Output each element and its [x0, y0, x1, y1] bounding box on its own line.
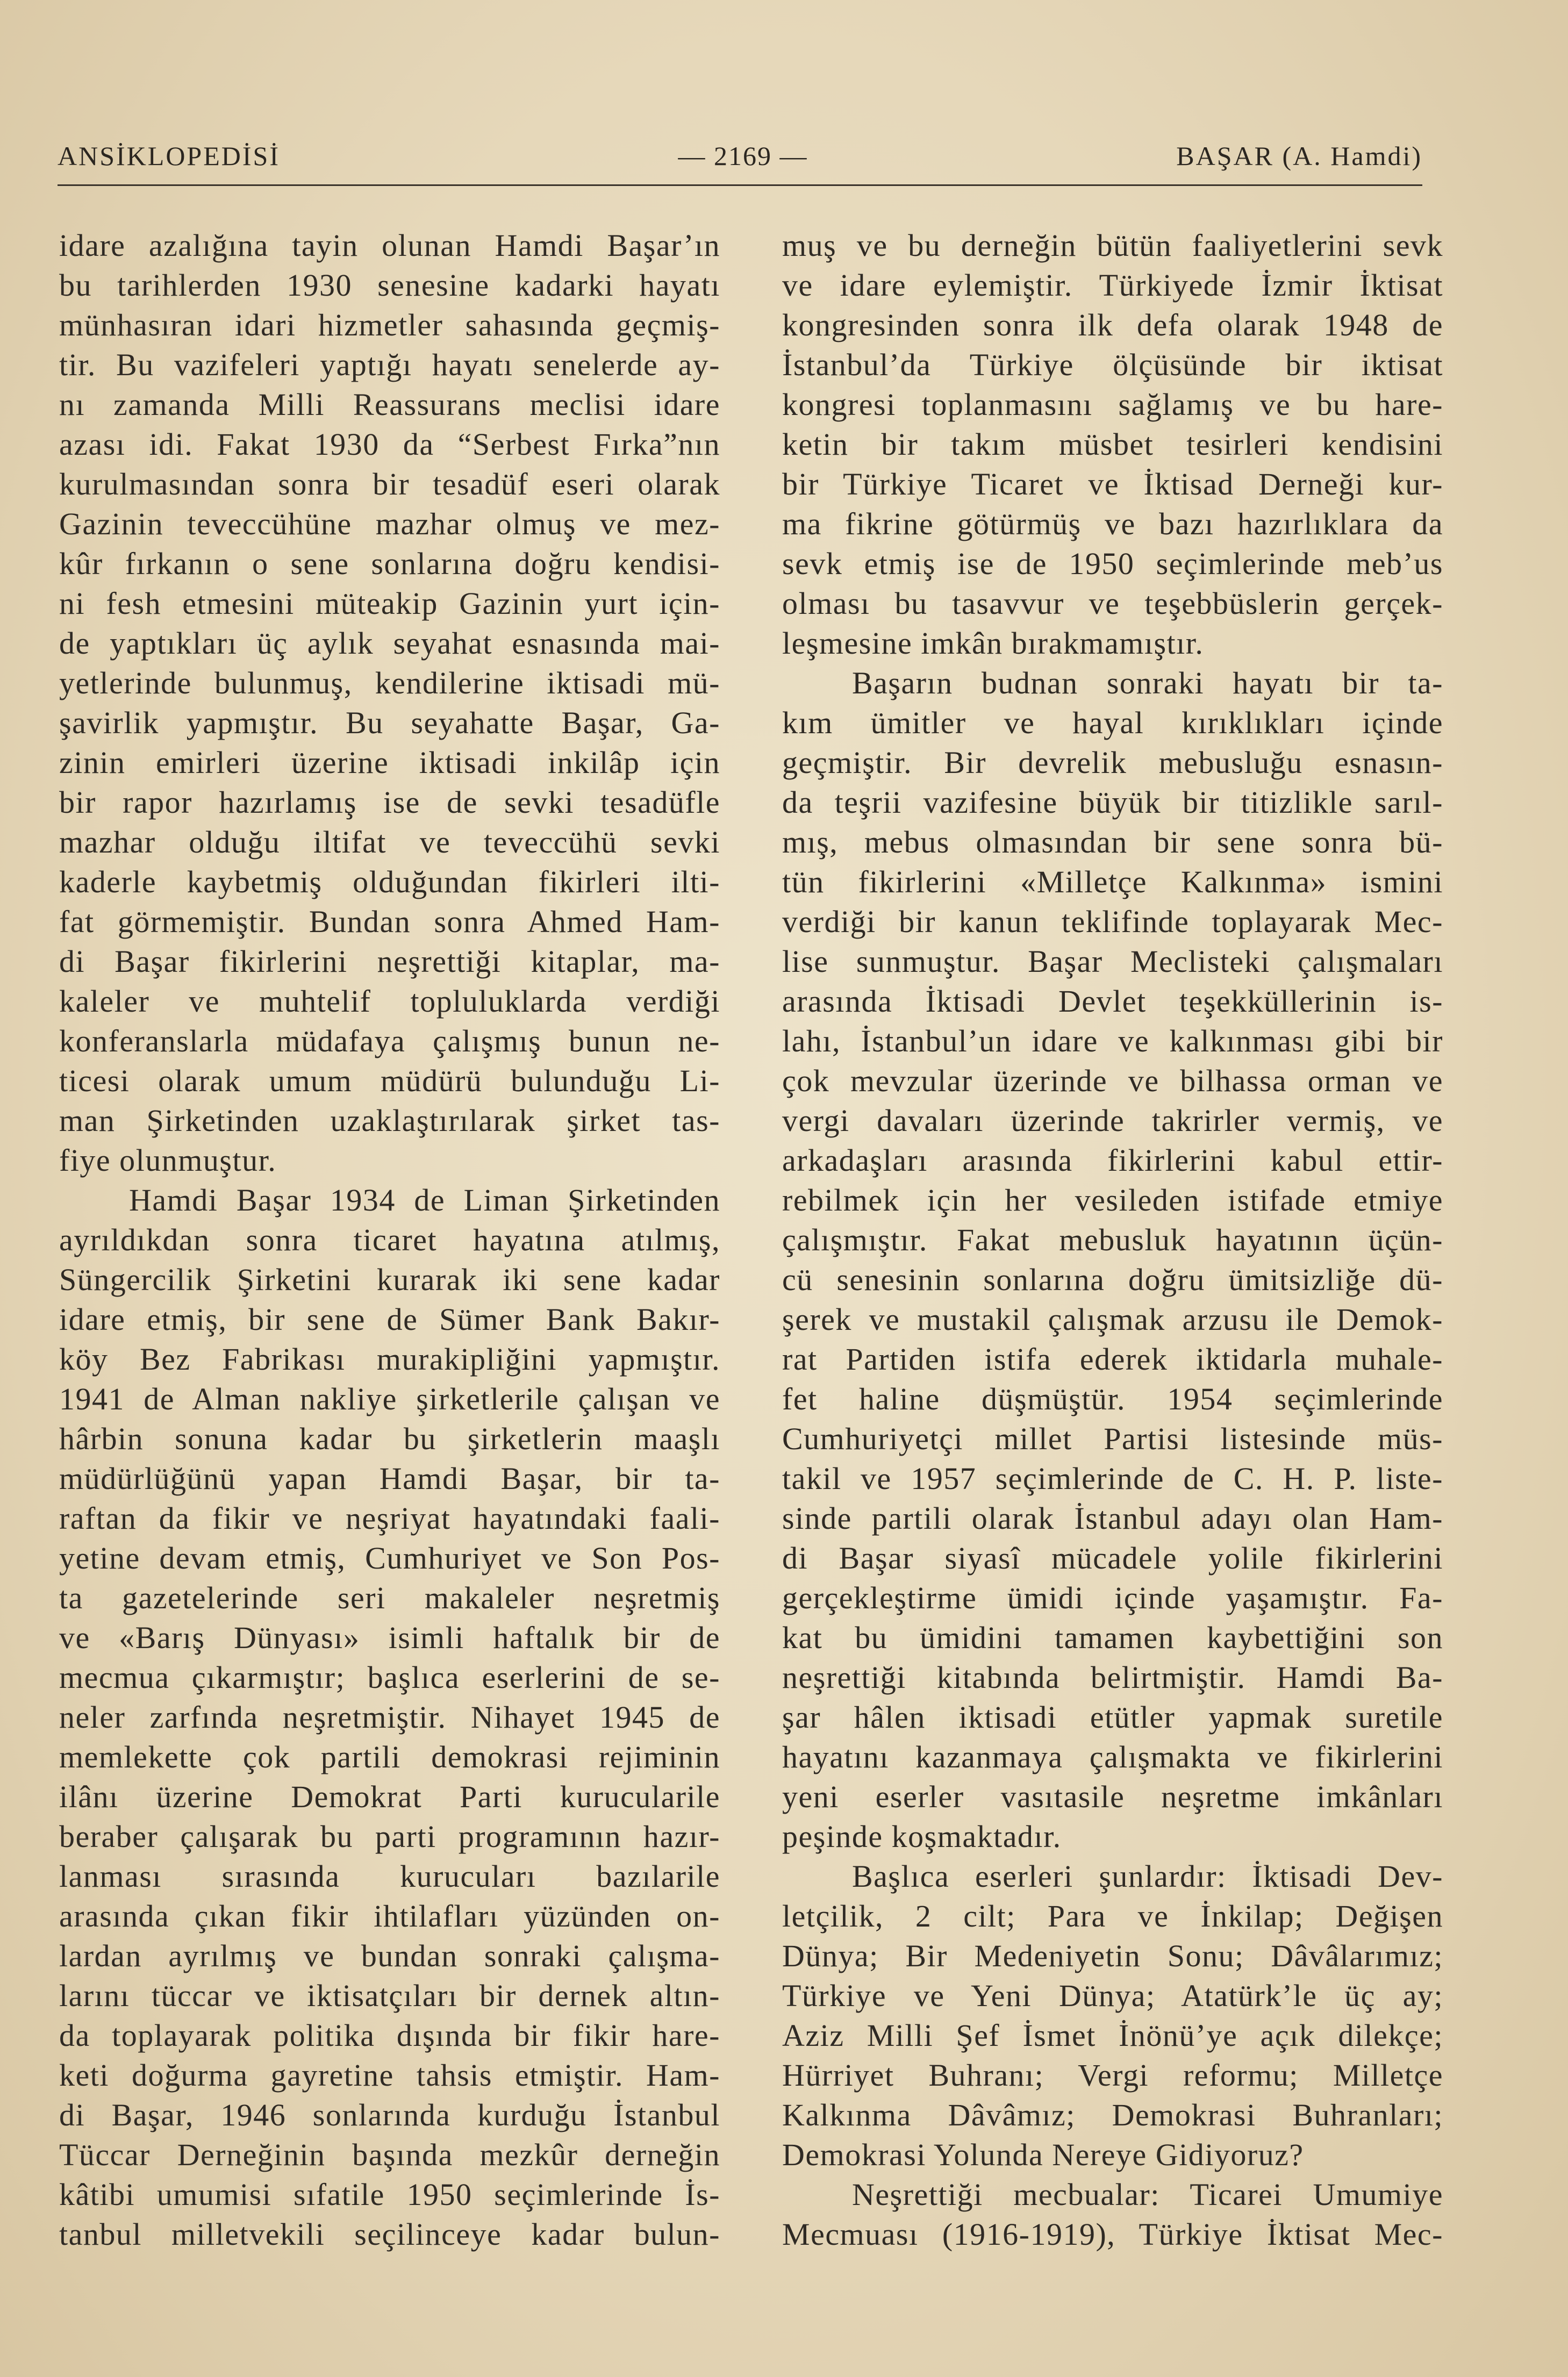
text-line: mış, mebus olmasından bir sene sonra bü-	[782, 825, 1443, 860]
running-head-left: ANSİKLOPEDİSİ	[58, 141, 280, 171]
text-line: münhasıran idari hizmetler sahasında geçmiş-	[59, 307, 720, 342]
text-line: ilânı üzerine Demokrat Parti kurucularile	[59, 1779, 720, 1814]
text-line: 1941 de Alman nakliye şirketlerile çalışan ve	[59, 1381, 720, 1416]
text-line: Gazinin teveccühüne mazhar olmuş ve mez-	[59, 506, 720, 541]
text-line: de yaptıkları üç aylık seyahat esnasında mai-	[59, 626, 720, 661]
text-line: ve idare eylemiştir. Türkiyede İzmir İktisat	[782, 268, 1443, 303]
text-line: muş ve bu derneğin bütün faaliyetlerini sevk	[782, 228, 1443, 263]
text-line: azası idi. Fakat 1930 da “Serbest Fırka”nın	[59, 427, 720, 462]
text-line: memlekette çok partili demokrasi rejiminin	[59, 1739, 720, 1774]
text-line: di Başar siyasî mücadele yolile fikirlerini	[782, 1541, 1443, 1576]
text-line: verdiği bir kanun teklifinde toplayarak Mec-	[782, 904, 1443, 939]
text-line: Cumhuriyetçi millet Partisi listesinde müs-	[782, 1421, 1443, 1456]
text-line: konferanslarla müdafaya çalışmış bunun ne-	[59, 1023, 720, 1058]
text-line: raftan da fikir ve neşriyat hayatındaki faali-	[59, 1501, 720, 1536]
text-line: rat Partiden istifa ederek iktidarla muhale-	[782, 1342, 1443, 1377]
text-line: ni fesh etmesini müteakip Gazinin yurt için-	[59, 586, 720, 621]
text-line: bir rapor hazırlamış ise de sevki tesadüfle	[59, 785, 720, 820]
text-line: neşrettiği kitabında belirtmiştir. Hamdi Ba-	[782, 1660, 1443, 1695]
header-rule	[58, 184, 1422, 186]
text-line: ayrıldıkdan sonra ticaret hayatına atılmış,	[59, 1222, 720, 1257]
text-line: lardan ayrılmış ve bundan sonraki çalışma-	[59, 1938, 720, 1973]
text-line: nı zamanda Milli Reassurans meclisi idare	[59, 387, 720, 422]
text-line: Süngercilik Şirketini kurarak iki sene kadar	[59, 1262, 720, 1297]
text-line: çok mevzular üzerinde ve bilhassa orman ve	[782, 1063, 1443, 1098]
text-line: da teşrii vazifesine büyük bir titizlikle sarıl-	[782, 785, 1443, 820]
text-line: kurulmasından sonra bir tesadüf eseri olarak	[59, 467, 720, 502]
text-line: takil ve 1957 seçimlerinde de C. H. P. liste-	[782, 1461, 1443, 1496]
text-line: kûr fırkanın o sene sonlarına doğru kendisi-	[59, 546, 720, 581]
text-line: Dünya; Bir Medeniyetin Sonu; Dâvâlarımız;	[782, 1938, 1443, 1973]
text-line: idare etmiş, bir sene de Sümer Bank Bakır-	[59, 1302, 720, 1337]
text-line: keti doğurma gayretine tahsis etmiştir. Ham-	[59, 2058, 720, 2093]
text-line: kongresinden sonra ilk defa olarak 1948 de	[782, 307, 1443, 342]
text-line: tir. Bu vazifeleri yaptığı hayatı senelerde ay-	[59, 347, 720, 382]
text-line: hayatını kazanmaya çalışmakta ve fikirlerini	[782, 1739, 1443, 1774]
text-line: ma fikrine götürmüş ve bazı hazırlıklara da	[782, 506, 1443, 541]
text-line: Hamdi Başar 1934 de Liman Şirketinden	[129, 1183, 720, 1218]
text-line: mecmua çıkarmıştır; başlıca eserlerini de se-	[59, 1660, 720, 1695]
text-line: bir Türkiye Ticaret ve İktisad Derneği kur-	[782, 467, 1443, 502]
text-line: arkadaşları arasında fikirlerini kabul ettir-	[782, 1143, 1443, 1178]
text-line: olması bu tasavvur ve teşebbüslerin gerçek-	[782, 586, 1443, 621]
text-line: şerek ve mustakil çalışmak arzusu ile Demok-	[782, 1302, 1443, 1337]
paragraph	[782, 663, 1443, 1857]
text-line: bu tarihlerden 1930 senesine kadarki hayatı	[59, 268, 720, 303]
text-line: cü senesinin sonlarına doğru ümitsizliğe dü-	[782, 1262, 1443, 1297]
text-line: Başlıca eserleri şunlardır: İktisadi Dev-	[852, 1859, 1443, 1894]
left-column	[59, 226, 720, 2254]
text-line: di Başar fikirlerini neşrettiği kitaplar, ma-	[59, 944, 720, 979]
text-line: zinin emirleri üzerine iktisadi inkilâp için	[59, 745, 720, 780]
text-line: man Şirketinden uzaklaştırılarak şirket tas-	[59, 1103, 720, 1138]
text-line: İstanbul’da Türkiye ölçüsünde bir iktisat	[782, 347, 1443, 382]
text-line: sinde partili olarak İstanbul adayı olan Ham-	[782, 1501, 1443, 1536]
paragraph	[782, 1857, 1443, 2175]
text-line: kongresi toplanmasını sağlamış ve bu hare-	[782, 387, 1443, 422]
text-line: lanması sırasında kurucuları bazılarile	[59, 1859, 720, 1894]
text-line: arasında çıkan fikir ihtilafları yüzünden on-	[59, 1899, 720, 1934]
paragraph	[782, 226, 1443, 663]
text-line: peşinde koşmaktadır.	[782, 1819, 1062, 1854]
text-line: şavirlik yapmıştır. Bu seyahatte Başar, Ga-	[59, 705, 720, 740]
text-line: sevk etmiş ise de 1950 seçimlerinde meb’us	[782, 546, 1443, 581]
paragraph	[59, 226, 720, 1180]
text-line: lahı, İstanbul’un idare ve kalkınması gibi bir	[782, 1023, 1443, 1058]
text-line: idare azalığına tayin olunan Hamdi Başar’ın	[59, 228, 720, 263]
page-number: — 2169 —	[678, 141, 808, 171]
text-line: geçmiştir. Bir devrelik mebusluğu esnasın-	[782, 745, 1443, 780]
text-line: vergi davaları üzerinde takrirler vermiş, ve	[782, 1103, 1443, 1138]
paragraph	[59, 1180, 720, 2254]
text-line: tün fikirlerini «Milletçe Kalkınma» ismini	[782, 864, 1443, 899]
text-line: beraber çalışarak bu parti programının hazır-	[59, 1819, 720, 1854]
text-line: kaderle kaybetmiş olduğundan fikirleri ilti-	[59, 864, 720, 899]
text-line: letçilik, 2 cilt; Para ve İnkilap; Değişen	[782, 1899, 1443, 1934]
text-line: yetlerinde bulunmuş, kendilerine iktisadi mü-	[59, 665, 720, 700]
text-line: neler zarfında neşretmiştir. Nihayet 1945 de	[59, 1700, 720, 1735]
text-line: yetine devam etmiş, Cumhuriyet ve Son Pos-	[59, 1541, 720, 1576]
text-line: müdürlüğünü yapan Hamdi Başar, bir ta-	[59, 1461, 720, 1496]
text-line: larını tüccar ve iktisatçıları bir dernek altın-	[59, 1978, 720, 2013]
text-line: ticesi olarak umum müdürü bulunduğu Li-	[59, 1063, 720, 1098]
text-line: çalışmıştır. Fakat mebusluk hayatının üçün-	[782, 1222, 1443, 1257]
text-line: ve «Barış Dünyası» isimli haftalık bir de	[59, 1620, 720, 1655]
text-line: Mecmuası (1916-1919), Türkiye İktisat Mec-	[782, 2217, 1443, 2252]
text-line: Tüccar Derneğinin başında mezkûr derneğin	[59, 2137, 720, 2172]
text-line: lise sunmuştur. Başar Meclisteki çalışmaları	[782, 944, 1443, 979]
text-line: fet haline düşmüştür. 1954 seçimlerinde	[782, 1381, 1443, 1416]
text-line: arasında İktisadi Devlet teşekküllerinin is-	[782, 984, 1443, 1019]
text-line: mazhar olduğu iltifat ve teveccühü sevki	[59, 825, 720, 860]
text-line: köy Bez Fabrikası murakipliğini yapmıştır.	[59, 1342, 720, 1377]
text-line: rebilmek için her vesileden istifade etmiye	[782, 1183, 1443, 1218]
text-line: Başarın budnan sonraki hayatı bir ta-	[852, 665, 1443, 700]
text-line: Neşrettiği mecbualar: Ticarei Umumiye	[852, 2177, 1443, 2212]
text-line: gerçekleştirme ümidi içinde yaşamıştır. Fa-	[782, 1580, 1443, 1615]
text-line: Demokrasi Yolunda Nereye Gidiyoruz?	[782, 2137, 1304, 2172]
text-line: Hürriyet Buhranı; Vergi reformu; Milletçe	[782, 2058, 1443, 2093]
text-line: kat bu ümidini tamamen kaybettiğini son	[782, 1620, 1443, 1655]
text-line: Aziz Milli Şef İsmet İnönü’ye açık dilekçe;	[782, 2018, 1443, 2053]
text-line: yeni eserler vasıtasile neşretme imkânları	[782, 1779, 1443, 1814]
running-head-right: BAŞAR (A. Hamdi)	[1176, 141, 1422, 171]
text-line: kâtibi umumisi sıfatile 1950 seçimlerinde İs-	[59, 2177, 720, 2212]
text-line: fat görmemiştir. Bundan sonra Ahmed Ham-	[59, 904, 720, 939]
text-line: ta gazetelerinde seri makaleler neşretmiş	[59, 1580, 720, 1615]
right-column	[782, 226, 1443, 2254]
text-line: leşmesine imkân bırakmamıştır.	[782, 626, 1204, 661]
text-line: Türkiye ve Yeni Dünya; Atatürk’le üç ay;	[782, 1978, 1443, 2013]
text-line: Kalkınma Dâvâmız; Demokrasi Buhranları;	[782, 2097, 1443, 2132]
text-line: fiye olunmuştur.	[59, 1143, 277, 1178]
text-line: şar hâlen iktisadi etütler yapmak suretile	[782, 1700, 1443, 1735]
text-line: kım ümitler ve hayal kırıklıkları içinde	[782, 705, 1443, 740]
text-line: di Başar, 1946 sonlarında kurduğu İstanbul	[59, 2097, 720, 2132]
paragraph	[782, 2175, 1443, 2254]
text-line: tanbul milletvekili seçilinceye kadar bulun-	[59, 2217, 720, 2252]
text-line: ketin bir takım müsbet tesirleri kendisini	[782, 427, 1443, 462]
text-line: hârbin sonuna kadar bu şirketlerin maaşlı	[59, 1421, 720, 1456]
text-line: kaleler ve muhtelif topluluklarda verdiği	[59, 984, 720, 1019]
text-line: da toplayarak politika dışında bir fikir hare-	[59, 2018, 720, 2053]
